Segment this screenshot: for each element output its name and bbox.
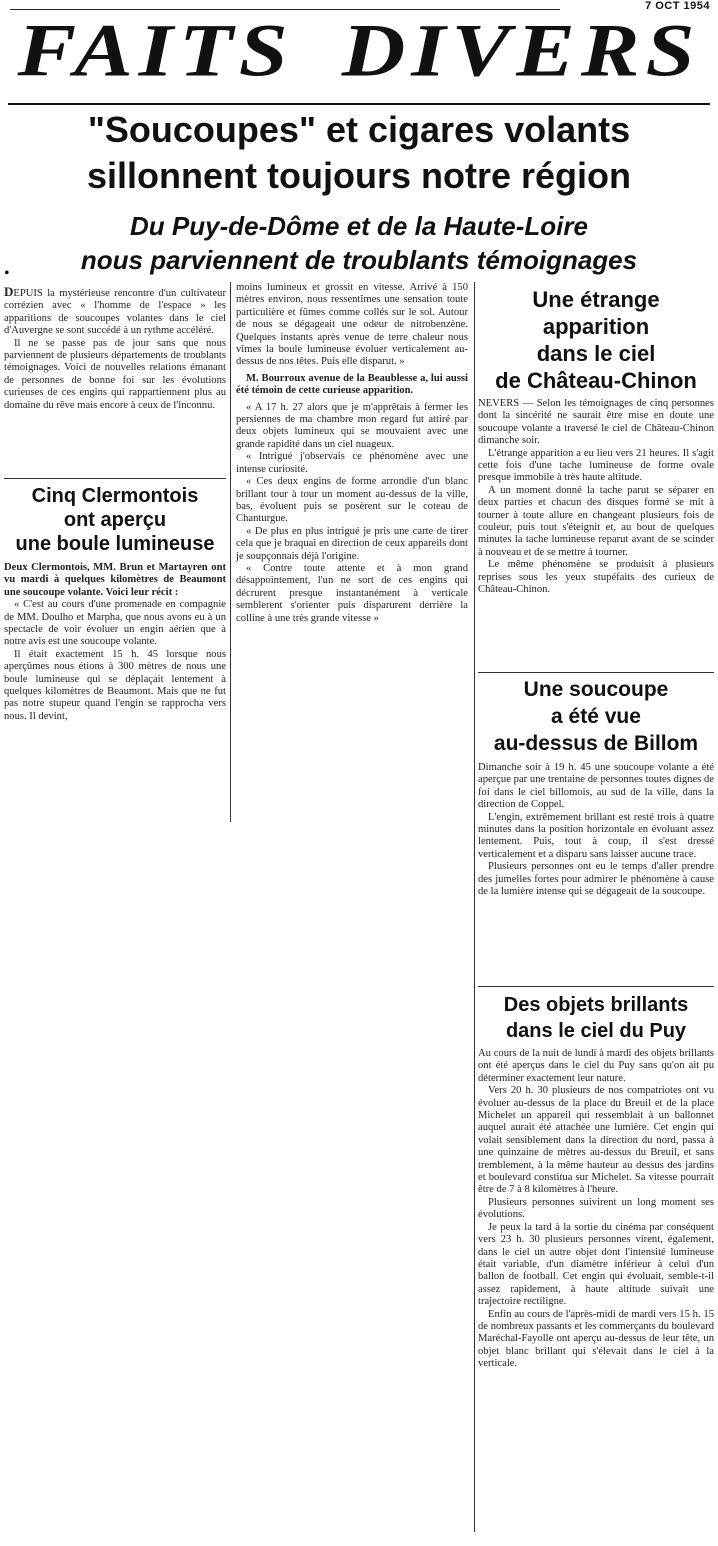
bullet-mark: • [4,265,10,282]
body-paragraph: L'engin, extrêmement brillant est resté trois à quatre minutes dans la position horizontale en évoluant assez lentement. Puis, tout à coup, il s'est dressé verticalement et a disparu sans laisser aucune trace. [478,811,714,860]
column-1-intro [4,286,226,412]
masthead-left: FAITS [17,9,294,93]
body-paragraph: Il était exactement 15 h. 45 lorsque nous aperçûmes nous étions à 300 mètres de nous une boule lumineuse qui se déplaçait lentement à quelques kilomètres de Beaumont. Mais que ne fut pas notre stupeur quand l'engin se rapprocha vers nous. Il devint, [4,648,226,722]
body-paragraph: « De plus en plus intrigué je pris une carte de tirer cela que je braquai en direction de ceux appareils dont je soupçonnais déjà l'origine. [236,525,468,562]
section-title-line-2: dans le ciel du Puy [505,1020,687,1042]
body-paragraph: Je peux la tard à la sortie du cinéma par conséquent vers 23 h. 30 plusieurs personnes virent, également, dans le ciel un autre objet dont l'intensité lumineuse était variable, d'un diamètre inférieur à celui d'un ballon de football. Cet engin qui évoluait, semble-t-il assez rapidement, à haute altitude suivait une trajectoire rectiligne. [478,1221,714,1308]
body-paragraph: « C'est au cours d'une promenade en compagnie de MM. Doulho et Marpha, que nous avons eu à un spectacle de voir évoluer un engin aérien que à notre avis est une soucoupe volante. [4,599,226,648]
section-title-line-3: une boule lumineuse [15,533,215,555]
body-paragraph: « Ces deux engins de forme arrondie d'un blanc brillant tour à tour un moment au-dessus de la ville, bas, évoluent puis se posèrent sur le coteau de Chanturgue. [236,476,468,525]
column-3-divider [478,672,714,673]
body-paragraph: Au cours de la nuit de lundi à mardi des objets brillants ont été aperçus dans le ciel du Puy sans qu'on ait pu déterminer exactement leur nature. [478,1048,714,1084]
headline-line-1: "Soucoupes" et cigares volants [87,109,631,150]
masthead-right: DIVERS [341,9,701,93]
section-title-line-1: Des objets brillants [503,994,689,1016]
body-paragraph: Le même phénomène se produisit à plusieurs reprises sous les yeux stupéfaits des curieux de Château-Chinon. [478,559,714,596]
body-paragraph: Plusieurs personnes suivirent un long moment ses évolutions. [478,1196,714,1221]
body-paragraph: Plusieurs personnes ont eu le temps d'aller prendre des jumelles fortes pour admirer le phénomène à cause de la lumière intense qui se dégageait de la soucoupe. [478,861,714,898]
body-paragraph: A un moment donné la tache parut se séparer en deux parties et chacun des disques formé se mit à tourner à toute allure en changeant plusieurs fois de couleur, puis tout s'éteignit et, au bout de quelques minutes la tache lumineuse reparut avant de se scinder à nouveau et de se mettre à tourner. [478,484,714,558]
headline-line-2: sillonnent toujours notre région [87,155,631,196]
section-title-line-2: a été vue [551,705,641,728]
column-4-body [478,1048,714,1371]
body-paragraph: « A 17 h. 27 alors que je m'apprêtais à fermer les persiennes de ma chambre mon regard fut attiré par deux objets lumineux qui se mouvaient avec une grande rapidité dans un ciel nuageux. [236,401,468,450]
intro-paragraph-2: Il ne se passe pas de jour sans que nous parviennent de plusieurs départements de troublants témoignages. Voici de nouvelles relations émanant de personnes de bonne foi sur les évolutions curieuses de ces engins qui rappartiennent plus au domaine du rêve mais encore à ceux de l'inconnu. [4,337,226,411]
column-divider [474,282,475,1532]
column-3-body-a [478,398,714,597]
column-2-body [236,282,468,625]
issue-date: 7 OCT 1954 [645,0,710,12]
section-title-line-3: au-dessus de Billom [493,732,699,755]
section-cinq-clermontois [4,484,226,556]
body-paragraph: Vers 20 h. 30 plusieurs de nos compatriotes ont vu évoluer au-dessus de la place du Breuil et de la place Michelet un appareil qui ressemblait à un ballonnet auquel aurait été attachée une lumière. Cet engin qui volait sensiblement dans la direction du nord, passa à une quinzaine de mètres au-dessus du Breuil, et sans tremblement, à la même hauteur au dessus des jardins et boulevard constitua sur Michelet. Sa vitesse pourrait être de 7 à 8 kilomètres à l'heure. [478,1085,714,1196]
body-paragraph: M. Bourroux avenue de la Beaublesse a, lui aussi été témoin de cette curieuse apparition. [236,372,468,397]
section-title-line-1: Cinq Clermontois [31,485,199,507]
body-paragraph: NEVERS — Selon les témoignages de cinq personnes dont la sincérité ne saurait être mise en doute une soucoupe volante a traversé le ciel de Château-Chinon dimanche soir. [478,398,714,447]
section-title-line-2: apparition [542,314,650,339]
subheadline-line-1: Du Puy-de-Dôme et de la Haute-Loire [130,211,588,241]
section-title-line-2: ont aperçu [63,509,167,531]
section-title-line-4: de Château-Chinon [495,368,697,393]
section-billom [478,676,714,757]
body-paragraph: « Contre toute attente et à mon grand désappointement, l'un ne sort de ces engins qui décrurent presque instantanément à verticale semblerent s'orienter puis disparurent derrière la colline à une très grande vitesse » [236,562,468,624]
masthead [0,9,718,93]
subheadline-line-2: nous parviennent de troublants témoignages [80,245,638,275]
section-title-line-1: Une étrange [532,287,660,312]
body-paragraph: moins lumineux et grossit en vitesse. Arrivé à 150 mètres environ, nous ressentîmes une sensation toute particulière et fûmes comme collés sur le sol. Autour de nous se dégageait une odeur de nitrobenzène. Quelques instants après venue de terre chaleur nous vîmes la boule lumineuse évoluer verticalement au-dessus de nos têtes. Puis elle disparut. » [236,282,468,368]
masthead-rule [8,103,710,105]
lead-paragraph: Deux Clermontois, MM. Brun et Martayren ont vu mardi à quelques kilomètres de Beaumont une soucoupe volante. Voici leur récit : [4,562,226,598]
body-paragraph: Enfin au cours de l'après-midi de mardi vers 15 h. 15 de nombreux passants et les commerçants du boulevard Maréchal-Fayolle ont aperçu au-dessus de leur tête, un objet blanc brillant qui s'élevait dans le ciel à la verticale. [478,1308,714,1370]
intro-paragraph: EPUIS la mystérieuse rencontre d'un cultivateur corrézien avec « l'homme de l'espace » les apparitions de soucoupes volantes dans le ciel d'Auvergne se sont succédé à un rythme accéléré. [4,288,226,337]
drop-cap: D [4,284,14,299]
body-paragraph: L'étrange apparition a eu lieu vers 21 heures. Il s'agit cette fois d'une tache lumineuse de forme ovale presque immobile à très haute altitude. [478,447,714,484]
section-le-puy [478,992,714,1044]
body-paragraph: « Intrigué j'observais ce phénomène avec une intense curiosité. [236,451,468,475]
section-title-line-1: Une soucoupe [523,678,669,701]
column-1-body [4,562,226,723]
body-paragraph: Dimanche soir à 19 h. 45 une soucoupe volante a été aperçue par une trentaine de personnes toutes dignes de foi dans le ciel billomois, au sud de la ville, dans la direction de Coppel. [478,762,714,811]
column-1-divider [4,478,226,479]
section-title-line-3: dans le ciel [536,341,656,366]
section-chateau-chinon [478,286,714,394]
column-3-body-b [478,762,714,898]
column-divider [230,282,231,822]
column-3-divider [478,986,714,987]
